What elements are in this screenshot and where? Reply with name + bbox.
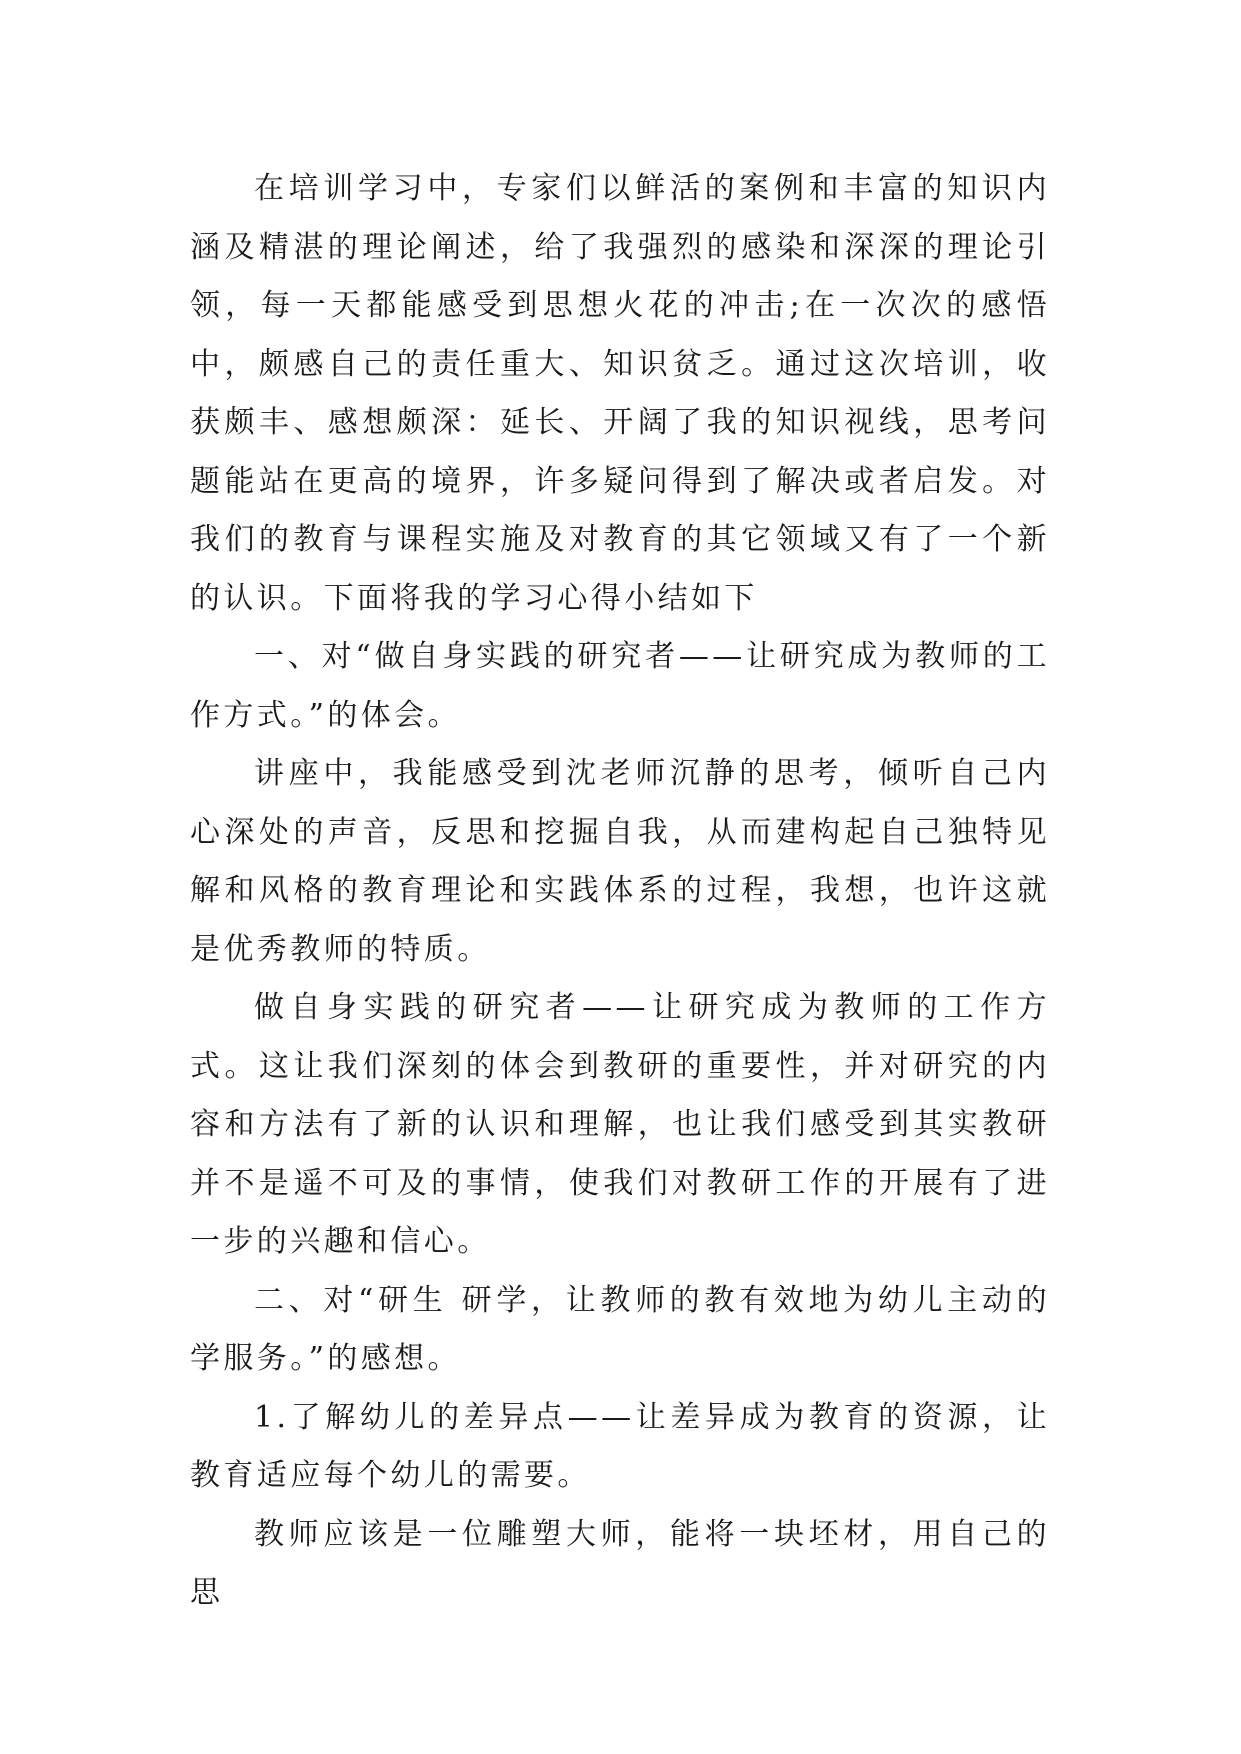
paragraph-lecture: 讲座中，我能感受到沈老师沉静的思考，倾听自己内心深处的声音，反思和挖掘自我，从而建构起自己独特见解和风格的教育理论和实践体系的过程，我想，也许这就是优秀教师的特质。 [190, 756, 1050, 967]
document-body [190, 160, 1050, 1623]
subsection-heading-1: 1.了解幼儿的差异点——让差异成为教育的资源，让教育适应每个幼儿的需要。 [190, 1399, 1050, 1493]
paragraph-intro: 在培训学习中，专家们以鲜活的案例和丰富的知识内涵及精湛的理论阐述，给了我强烈的感染和深深的理论引领，每一天都能感受到思想火花的冲击;在一次次的感悟中，颇感自己的责任重大、知识贫乏。通过这次培训，收获颇丰、感想颇深：延长、开阔了我的知识视线，思考问题能站在更高的境界，许多疑问得到了解决或者启发。对我们的教育与课程实施及对教育的其它领域又有了一个新的认识。下面将我的学习心得小结如下 [190, 171, 1050, 616]
paragraph-teacher: 教师应该是一位雕塑大师，能将一块坯材，用自己的思 [190, 1516, 1050, 1610]
paragraph-research: 做自身实践的研究者——让研究成为教师的工作方式。这让我们深刻的体会到教研的重要性，并对研究的内容和方法有了新的认识和理解，也让我们感受到其实教研并不是遥不可及的事情，使我们对教研工作的开展有了进一步的兴趣和信心。 [190, 990, 1050, 1259]
section-heading-1: 一、对“做自身实践的研究者——让研究成为教师的工作方式。”的体会。 [190, 639, 1050, 733]
section-heading-2: 二、对“研生 研学，让教师的教有效地为幼儿主动的学服务。”的感想。 [190, 1282, 1050, 1376]
